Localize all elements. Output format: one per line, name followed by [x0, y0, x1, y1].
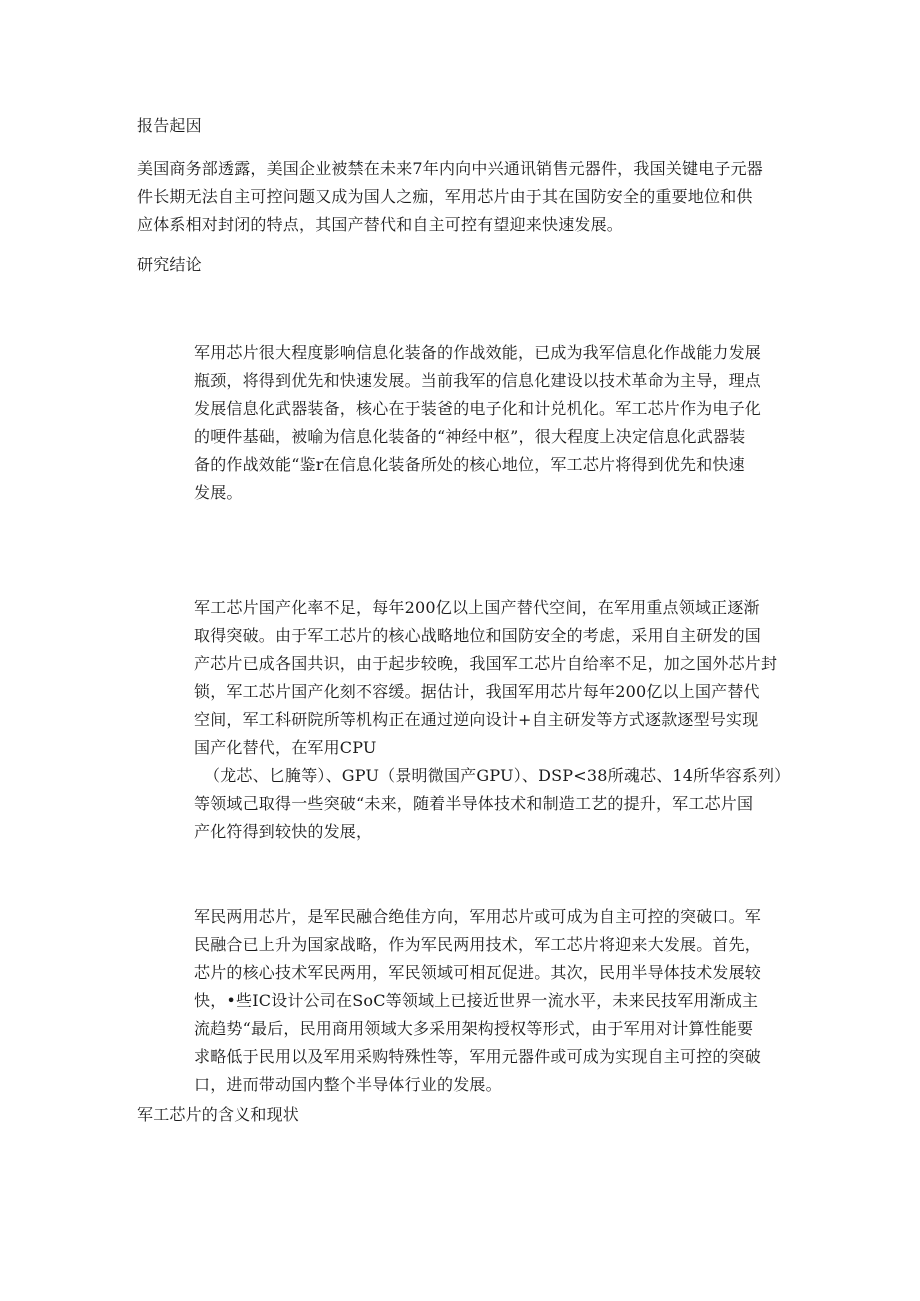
- paragraph-line: 产芯片已成各国共识，由于起步较晚，我国军工芯片自给率不足，加之国外芯片封: [194, 654, 778, 673]
- paragraph-line: 民融合已上升为国家战略，作为军民两用技术，军工芯片将迎来大发展。首先，: [194, 935, 762, 954]
- paragraph-line: 锁，军工芯片国产化刻不容缓。据估计，我国军用芯片每年200亿以上国产替代: [194, 682, 760, 701]
- conclusion-paragraph-2: [194, 594, 894, 846]
- paragraph-line: 空间，军工科研院所等机构正在通过逆向设计+自主研发等方式逐款逐型号实现: [194, 710, 759, 729]
- paragraph-line: 取得突破。由于军工芯片的核心战略地位和国防安全的考虑，采用自主研发的国: [194, 626, 762, 645]
- paragraph-line: 的哽件基础，被喻为信息化装备的“神经中枢”，很大程度上决定信息化武器装: [194, 427, 746, 446]
- paragraph-line: 军民两用芯片，是军民融合绝佳方向，军用芯片或可成为自主可控的突破口。军: [194, 907, 762, 926]
- paragraph-line: 口，进而带动国内整个半导体行业的发展。: [194, 1075, 502, 1094]
- paragraph-line: 发展信息化武器装备，核心在于装爸的电子化和计兑机化。军工芯片作为电子化: [194, 399, 762, 418]
- paragraph-line: 军用芯片很大程度影响信息化装备的作战效能，已成为我军信息化作战能力发展: [194, 343, 762, 362]
- paragraph-line: 快，•些IC设计公司在SoC等领域上已接近世界一流水平，未来民技军用渐成主: [194, 991, 759, 1010]
- paragraph-line: 备的作战效能“鉴r在信息化装备所处的核心地位，军工芯片将得到优先和快速: [194, 455, 745, 474]
- conclusion-paragraph-3: [194, 903, 894, 1099]
- paragraph-line: 件长期无法自主可控问题又成为国人之痂，军用芯片由于其在国防安全的重要地位和供: [137, 187, 753, 206]
- paragraph-line: 等领域己取得一些突破“未来，随着半导体技术和制造工艺的提升，军工芯片国: [194, 794, 754, 813]
- paragraph-line: 发展。: [194, 483, 243, 502]
- paragraph-line: 流趋势“最后，民用商用领域大多采用架构授权等形式，由于军用对计算性能要: [194, 1019, 754, 1038]
- section-heading-research-conclusion: 研究结论: [137, 255, 202, 274]
- paragraph-line: 军工芯片国产化率不足，每年200亿以上国产替代空间，在军用重点领域正逐渐: [194, 598, 760, 617]
- section-heading-report-reason: 报告起因: [137, 116, 202, 135]
- paragraph-line: 应体系相对封闭的特点，其国产替代和自主可控有望迎来快速发展。: [137, 215, 624, 234]
- paragraph-line: 美国商务部透露，美国企业被禁在未来7年内向中兴通讯销售元器件，我国关键电子元器: [137, 159, 763, 178]
- section-heading-meaning-status: 军工芯片的含义和现状: [137, 1105, 300, 1124]
- conclusion-paragraph-1: [194, 339, 894, 507]
- paragraph-line: 产化符得到较快的发展，: [194, 822, 373, 841]
- paragraph-line: 瓶颈，将得到优先和快速发展。当前我军的信息化建设以技术革命为主导，理点: [194, 371, 762, 390]
- intro-paragraph: [137, 155, 897, 239]
- paragraph-line: 芯片的核心技术军民两用，军民领域可相瓦促进。其次，民用半导体技术发展较: [194, 963, 762, 982]
- paragraph-line: （龙芯、匕腌等）、GPU（景明微国产GPU）、DSP<38所魂芯、14所华容系列）: [204, 766, 791, 785]
- paragraph-line: 国产化替代，在军用CPU: [194, 738, 377, 757]
- paragraph-line: 求略低于民用以及军用采购特殊性等，军用元器件或可成为实现自主可控的突破: [194, 1047, 762, 1066]
